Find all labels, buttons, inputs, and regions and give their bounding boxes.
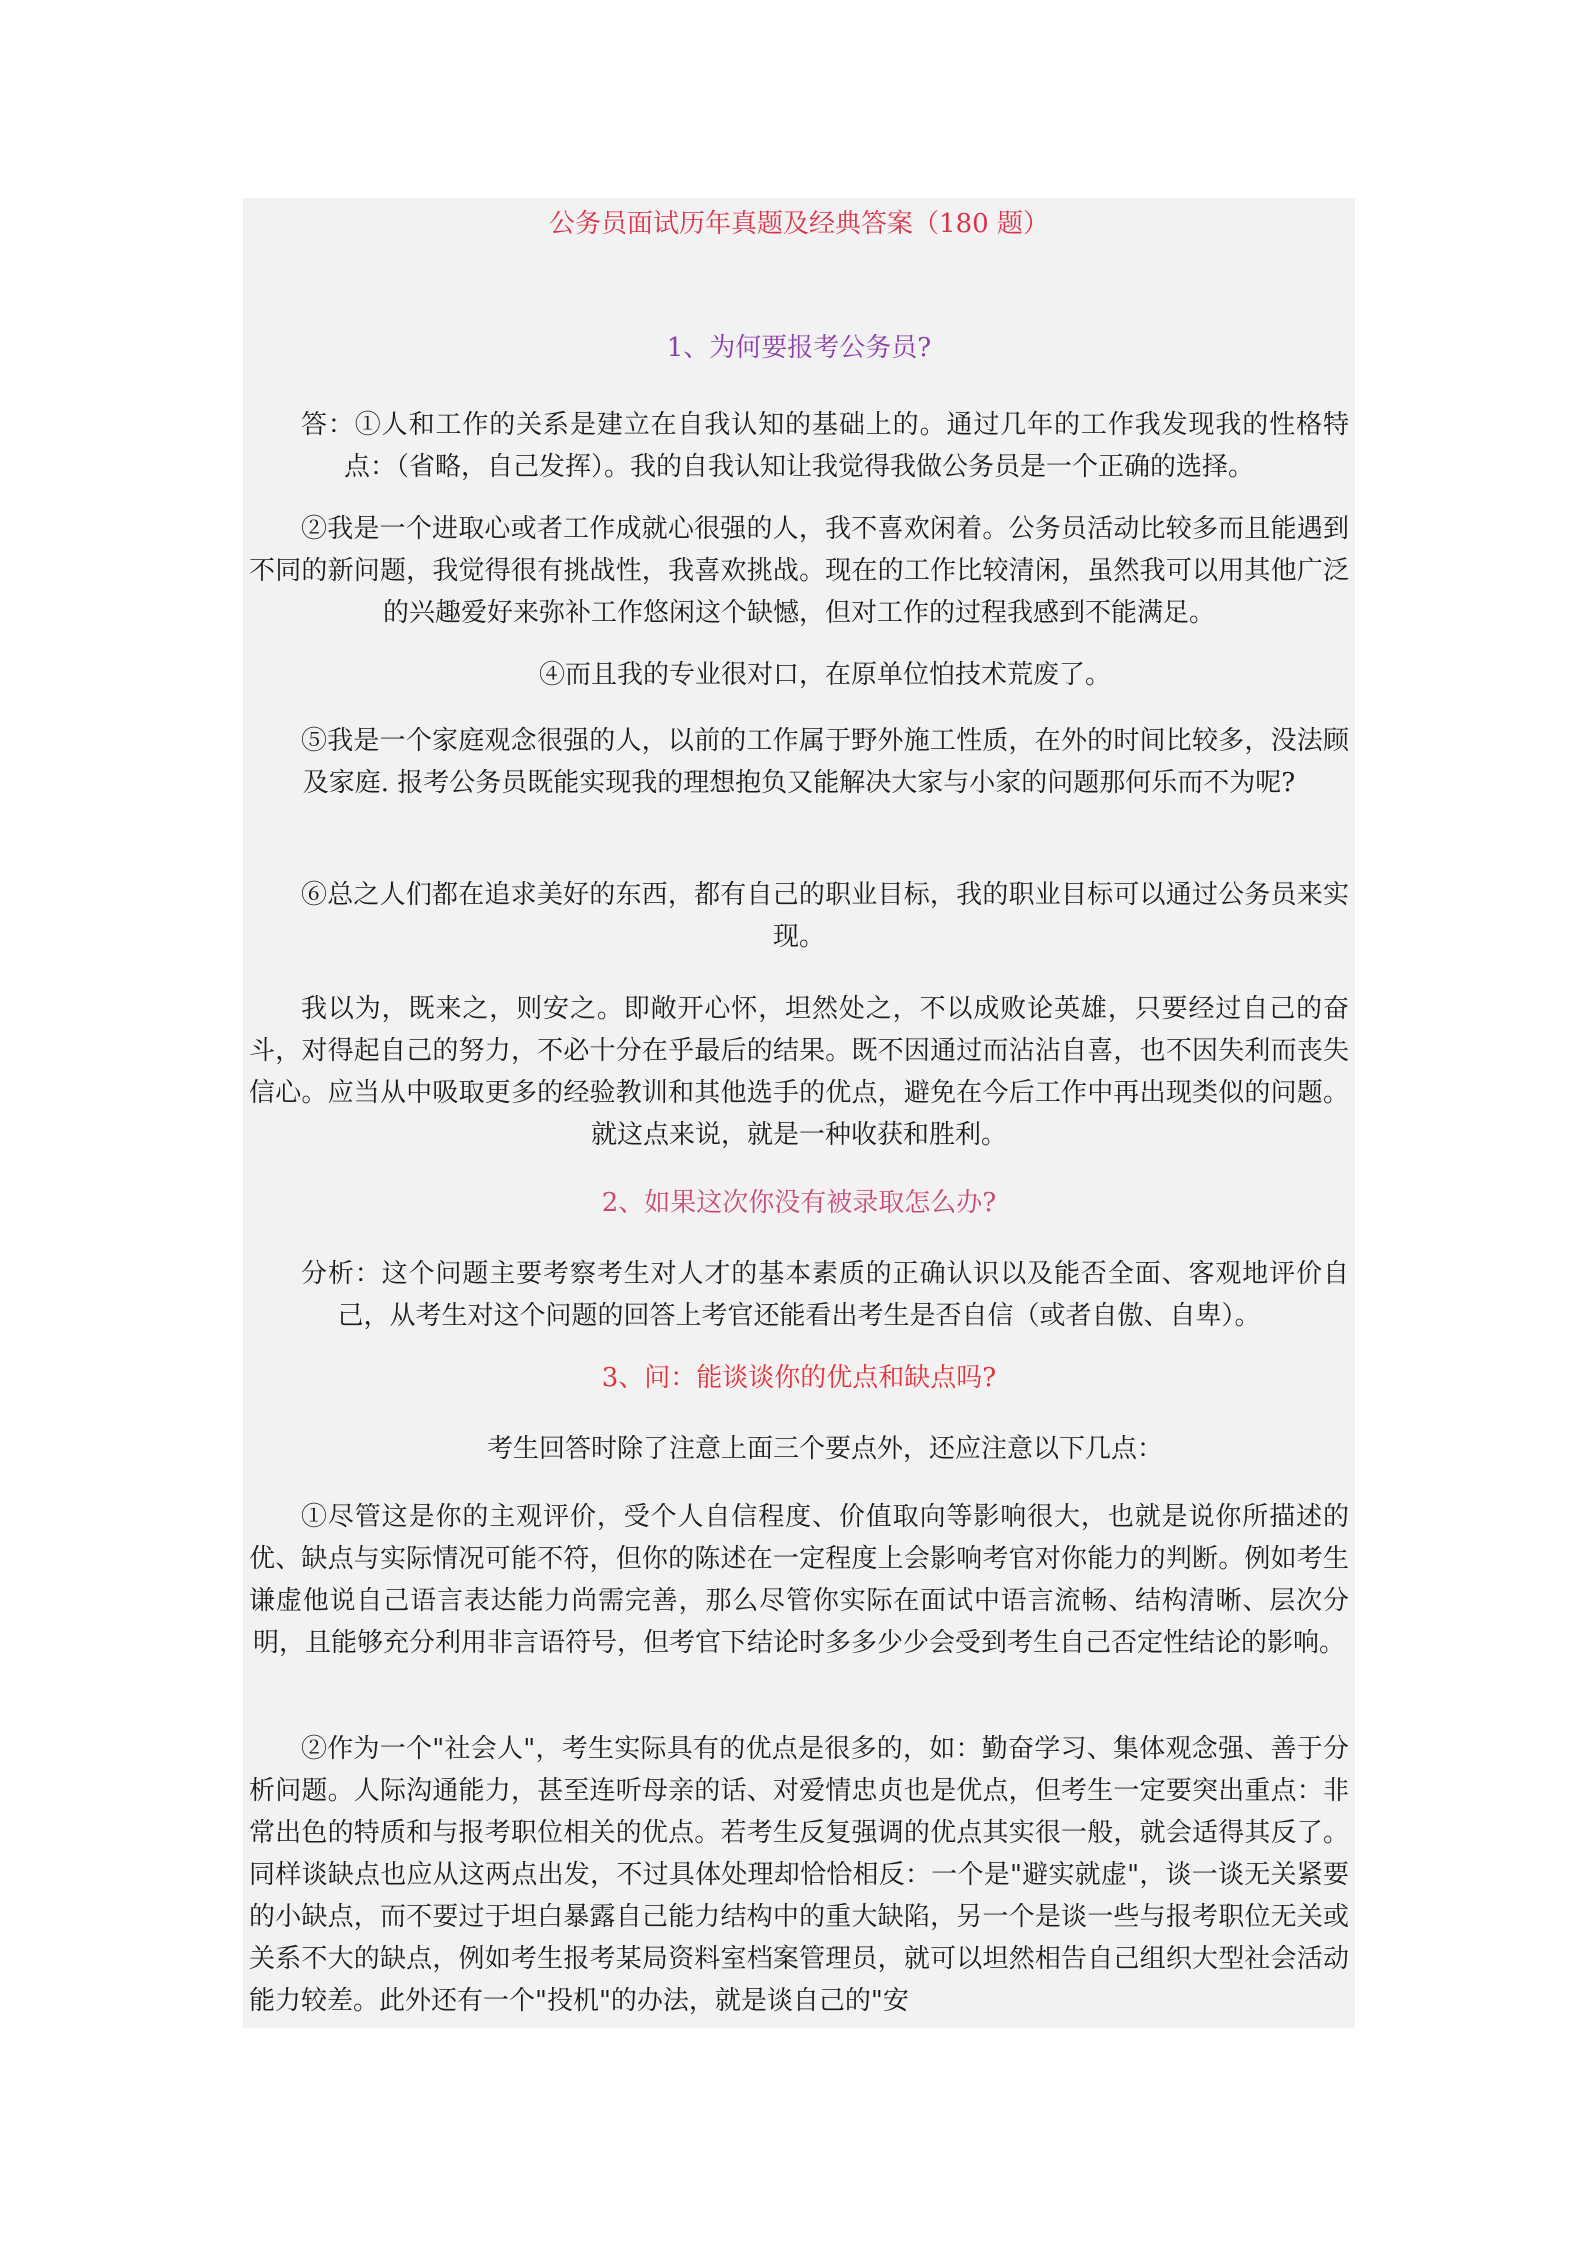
q1-paragraph-3: ④而且我的专业很对口，在原单位怕技术荒废了。 <box>538 660 1111 690</box>
question-3-heading: 3、问：能谈谈你的优点和缺点吗? <box>601 1363 997 1393</box>
q1-paragraph-1: 答：①人和工作的关系是建立在自我认知的基础上的。通过几年的工作我发现我的性格特点：（省略，自己发挥）。我的自我认知让我觉得我做公务员是一个正确的选择。 <box>301 410 1349 482</box>
q1-paragraph-4: ⑤我是一个家庭观念很强的人，以前的工作属于野外施工性质，在外的时间比较多，没法顾及家庭. 报考公务员既能实现我的理想抱负又能解决大家与小家的问题那何乐而不为呢? <box>301 726 1349 798</box>
q1-paragraph-6: 我以为，既来之，则安之。即敞开心怀，坦然处之，不以成败论英雄，只要经过自己的奋斗，对得起自己的努力，不必十分在乎最后的结果。既不因通过而沾沾自喜，也不因失利而丧失信心。应当从中吸取更多的经验教训和其他选手的优点，避免在今后工作中再出现类似的问题。就这点来说，就是一种收获和胜利。 <box>249 994 1349 1150</box>
question-2-heading: 2、如果这次你没有被录取怎么办? <box>601 1188 997 1218</box>
q3-paragraph-3: ②作为一个"社会人"，考生实际具有的优点是很多的，如：勤奋学习、集体观念强、善于分析问题。人际沟通能力，甚至连听母亲的话、对爱情忠贞也是优点，但考生一定要突出重点：非常出色的特质和与报考职位相关的优点。若考生反复强调的优点其实很一般，就会适得其反了。同样谈缺点也应从这两点出发，不过具体处理却恰恰相反：一个是"避实就虚"，谈一谈无关紧要的小缺点，而不要过于坦白暴露自己能力结构中的重大缺陷，另一个是谈一些与报考职位无关或关系不大的缺点，例如考生报考某局资料室档案管理员，就可以坦然相告自己组织大型社会活动能力较差。此外还有一个"投机"的办法，就是谈自己的"安 <box>249 1734 1349 2016</box>
document-title: 公务员面试历年真题及经典答案（180 题） <box>549 209 1049 239</box>
q2-paragraph-1: 分析：这个问题主要考察考生对人才的基本素质的正确认识以及能否全面、客观地评价自己，从考生对这个问题的回答上考官还能看出考生是否自信（或者自傲、自卑）。 <box>301 1259 1349 1331</box>
q1-paragraph-5: ⑥总之人们都在追求美好的东西，都有自己的职业目标，我的职业目标可以通过公务员来实现。 <box>301 880 1349 952</box>
question-1-heading: 1、为何要报考公务员? <box>666 333 932 363</box>
q3-paragraph-2: ①尽管这是你的主观评价，受个人自信程度、价值取向等影响很大，也就是说你所描述的优、缺点与实际情况可能不符，但你的陈述在一定程度上会影响考官对你能力的判断。例如考生谦虚他说自己语言表达能力尚需完善，那么尽管你实际在面试中语言流畅、结构清晰、层次分明，且能够充分利用非言语符号，但考官下结论时多多少少会受到考生自己否定性结论的影响。 <box>249 1502 1349 1658</box>
q3-paragraph-1: 考生回答时除了注意上面三个要点外，还应注意以下几点： <box>486 1434 1163 1464</box>
document-content <box>243 198 1355 2028</box>
q1-paragraph-2: ②我是一个进取心或者工作成就心很强的人，我不喜欢闲着。公务员活动比较多而且能遇到不同的新问题，我觉得很有挑战性，我喜欢挑战。现在的工作比较清闲，虽然我可以用其他广泛的兴趣爱好来弥补工作悠闲这个缺憾，但对工作的过程我感到不能满足。 <box>249 514 1349 628</box>
